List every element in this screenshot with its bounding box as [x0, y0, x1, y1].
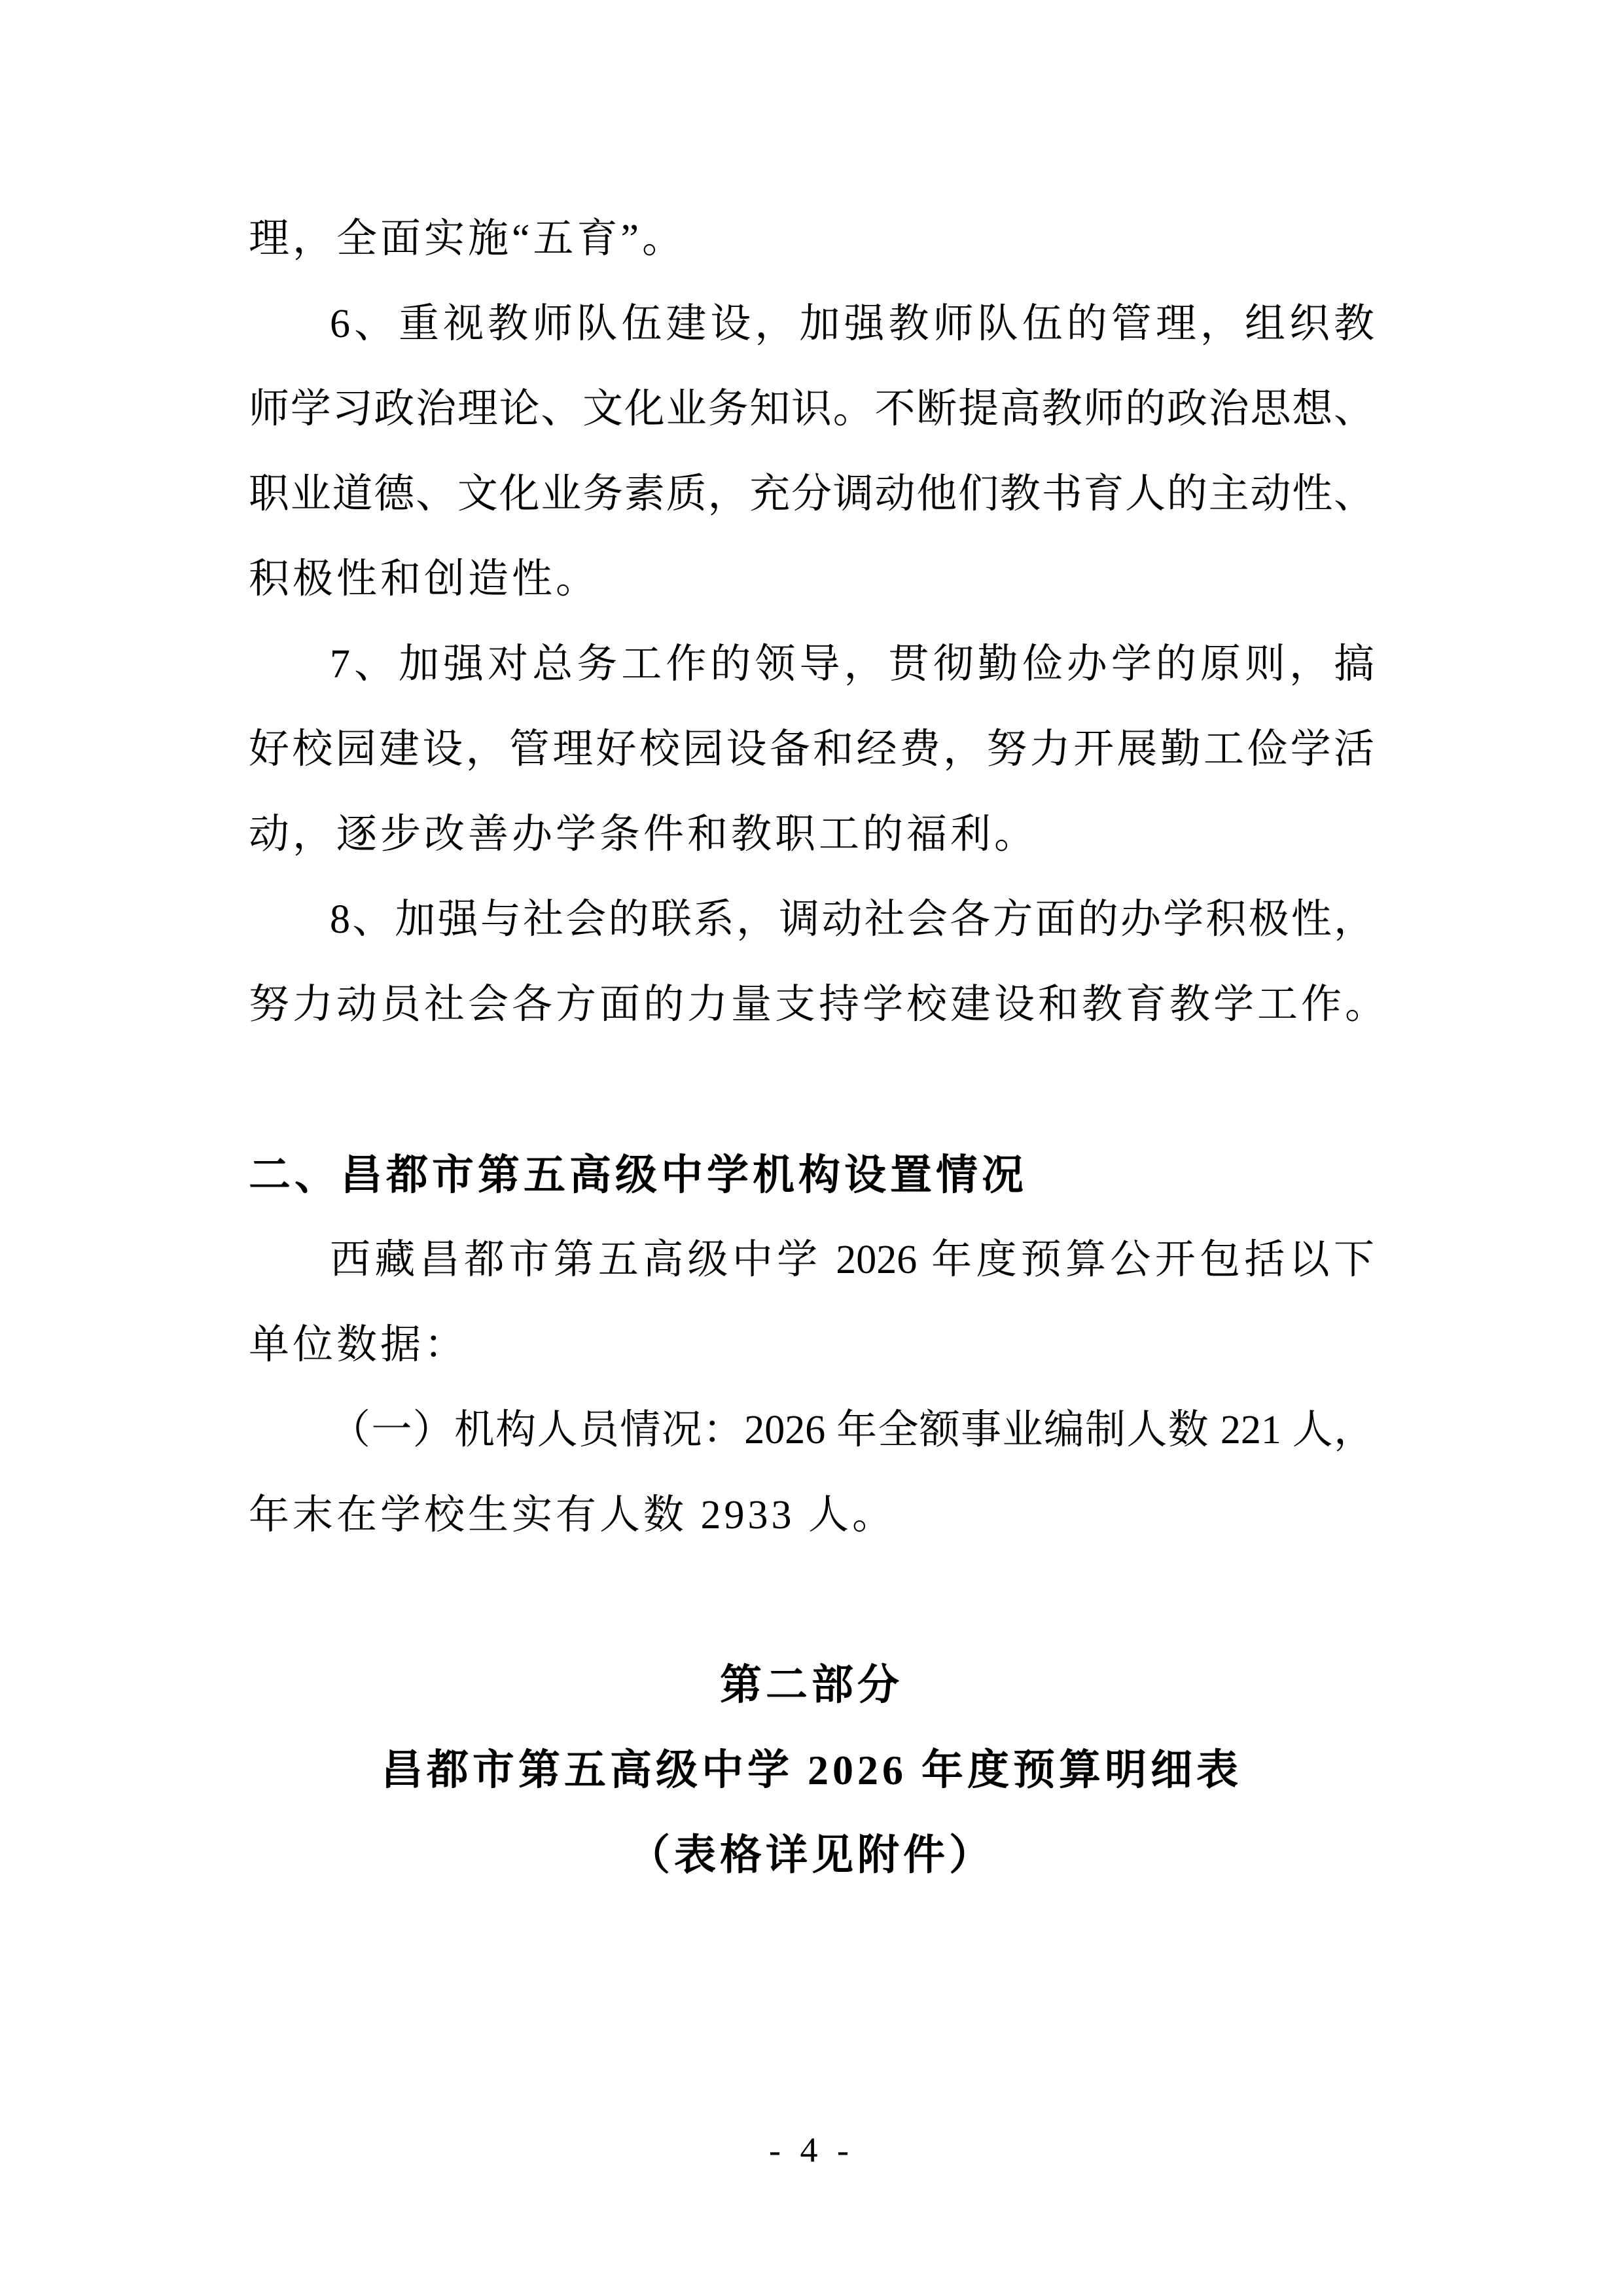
document-body: [249, 196, 1389, 1898]
body-line: 单位数据：: [249, 1323, 469, 1367]
part2-note: （表格详见附件）: [628, 1832, 995, 1878]
body-line: 职业道德、文化业务素质，充分调动他们教书育人的主动性、: [249, 472, 1374, 516]
blank-line: [249, 1047, 1374, 1132]
blank-line: [249, 1558, 1374, 1643]
body-line: 理，全面实施“五育”。: [249, 217, 687, 261]
body-line: 6、重视教师队伍建设，加强教师队伍的管理，组织教: [330, 302, 1374, 346]
page-number: - 4 -: [769, 2130, 854, 2170]
body-line: 好校园建设，管理好校园设备和经费，努力开展勤工俭学活: [249, 727, 1374, 772]
body-line: 积极性和创造性。: [249, 557, 600, 601]
body-line: 7、加强对总务工作的领导，贯彻勤俭办学的原则，搞: [330, 642, 1374, 687]
page-footer: [0, 2124, 1623, 2176]
body-line: 年末在学校生实有人数 2933 人。: [249, 1493, 897, 1537]
body-line: 努力动员社会各方面的力量支持学校建设和教育教学工作。: [249, 982, 1389, 1027]
body-line: 8、加强与社会的联系，调动社会各方面的办学积极性，: [330, 897, 1374, 942]
body-line: 动，逐步改善办学条件和教职工的福利。: [249, 812, 1039, 857]
body-line: 西藏昌都市第五高级中学 2026 年度预算公开包括以下: [330, 1238, 1374, 1282]
part2-title: 第二部分: [720, 1662, 903, 1708]
body-line: 师学习政治理论、文化业务知识。不断提高教师的政治思想、: [249, 387, 1374, 431]
body-line: （一）机构人员情况：2026 年全额事业编制人数 221 人，: [330, 1408, 1374, 1452]
section-heading: 二、昌都市第五高级中学机构设置情况: [249, 1151, 1027, 1198]
part2-subtitle: 昌都市第五高级中学 2026 年度预算明细表: [381, 1747, 1242, 1793]
